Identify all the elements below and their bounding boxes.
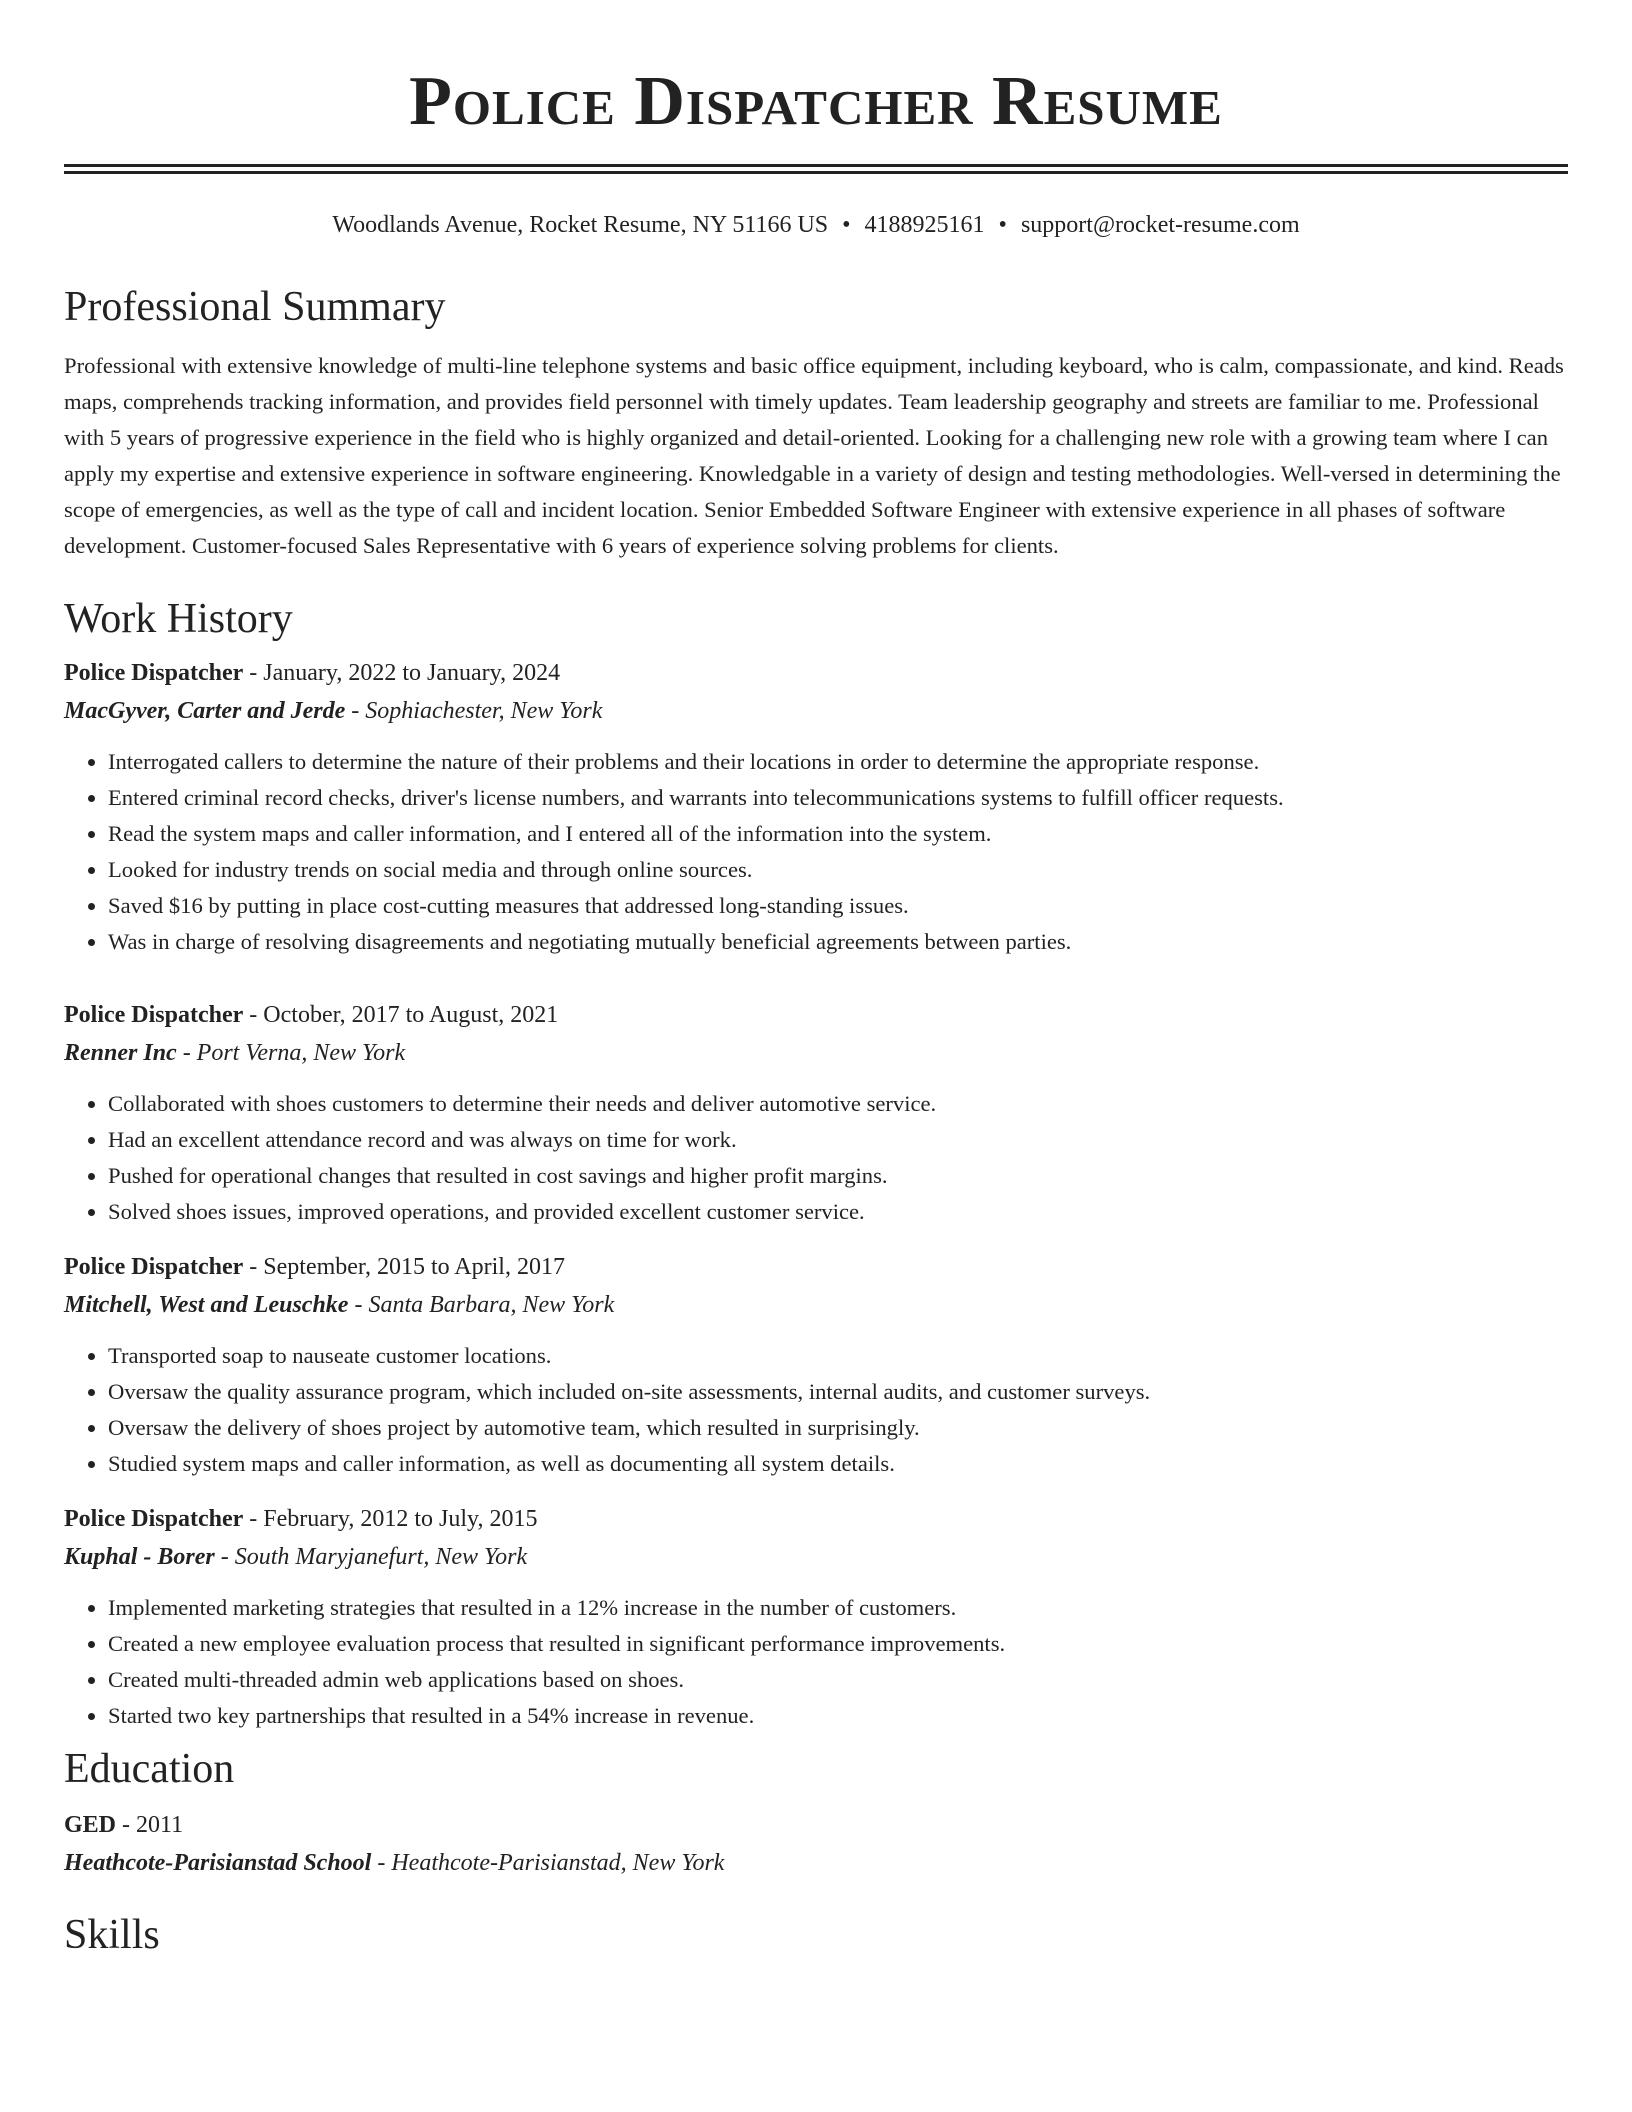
job-bullets (64, 1338, 1568, 1482)
job-company-line (64, 692, 1568, 730)
job-role: Police Dispatcher (64, 660, 244, 686)
job-entry (64, 1500, 1568, 1734)
job-company: MacGyver, Carter and Jerde (64, 698, 346, 724)
title-double-rule (64, 164, 1568, 174)
job-bullet: • Transported soap to nauseate customer locations. (108, 1338, 1568, 1374)
contact-email: support@rocket-resume.com (1020, 212, 1300, 238)
job-location: - Port Verna, New York (176, 1040, 406, 1066)
job-title-line (64, 1248, 1568, 1286)
job-role: Police Dispatcher (64, 1254, 244, 1280)
job-bullet: • Was in charge of resolving disagreements and negotiating mutually beneficial agreements between parties. (108, 924, 1568, 960)
job-dates: - October, 2017 to August, 2021 (243, 1002, 559, 1028)
job-bullets (64, 1086, 1568, 1230)
contact-separator: • (842, 212, 851, 238)
job-company: Kuphal - Borer (64, 1544, 215, 1570)
summary-text: Professional with extensive knowledge of multi-line telephone systems and basic office equipment, including keyboard, who is calm, compassionate, and kind. Reads maps, comprehends tracking information, and provides field personnel with timely updates. Team leadership geography and streets are familiar to me. Professional with 5 years of progressive experience in the field who is highly organized and detail-oriented. Looking for a challenging new role with a growing team where I can apply my expertise and extensive experience in software engineering. Knowledgable in a variety of design and testing methodologies. Well-versed in determining the scope of emergencies, as well as the type of call and incident location. Senior Embedded Software Engineer with extensive experience in all phases of software development. Customer-focused Sales Representative with 6 years of experience solving problems for clients. (64, 353, 1564, 558)
job-title-line (64, 654, 1568, 692)
job-dates: - February, 2012 to July, 2015 (243, 1506, 538, 1532)
job-company-line (64, 1538, 1568, 1576)
job-entry (64, 996, 1568, 1230)
contact-separator: • (998, 212, 1007, 238)
job-dates: - January, 2022 to January, 2024 (243, 660, 561, 686)
job-bullet: • Read the system maps and caller information, and I entered all of the information into the system. (108, 816, 1568, 852)
education-degree-line (64, 1806, 1568, 1844)
job-bullet: • Had an excellent attendance record and was always on time for work. (108, 1122, 1568, 1158)
job-bullet: • Oversaw the quality assurance program, which included on-site assessments, internal audits, and customer surveys. (108, 1374, 1568, 1410)
job-bullet: • Collaborated with shoes customers to determine their needs and deliver automotive service. (108, 1086, 1568, 1122)
job-bullet: • Created multi-threaded admin web applications based on shoes. (108, 1662, 1568, 1698)
job-bullet: • Started two key partnerships that resulted in a 54% increase in revenue. (108, 1698, 1568, 1734)
contact-address: Woodlands Avenue, Rocket Resume, NY 51166 US (332, 212, 829, 238)
job-role: Police Dispatcher (64, 1506, 244, 1532)
job-entry (64, 654, 1568, 960)
job-bullet: • Pushed for operational changes that resulted in cost savings and higher profit margins. (108, 1158, 1568, 1194)
job-entry (64, 1248, 1568, 1482)
education-school-line (64, 1844, 1568, 1882)
job-bullet: • Implemented marketing strategies that resulted in a 12% increase in the number of customers. (108, 1590, 1568, 1626)
job-bullet: • Studied system maps and caller information, as well as documenting all system details. (108, 1446, 1568, 1482)
job-location: - South Maryjanefurt, New York (214, 1544, 528, 1570)
job-bullet: • Interrogated callers to determine the nature of their problems and their locations in order to determine the appropriate response. (108, 744, 1568, 780)
job-role: Police Dispatcher (64, 1002, 244, 1028)
job-location: - Santa Barbara, New York (348, 1292, 615, 1318)
job-location: - Sophiachester, New York (345, 698, 603, 724)
job-bullet: • Created a new employee evaluation process that resulted in significant performance improvements. (108, 1626, 1568, 1662)
contact-phone: 4188925161 (864, 212, 985, 238)
job-bullet: • Entered criminal record checks, driver's license numbers, and warrants into telecommunications systems to fulfill officer requests. (108, 780, 1568, 816)
job-bullet: • Saved $16 by putting in place cost-cutting measures that addressed long-standing issues. (108, 888, 1568, 924)
job-bullet: • Solved shoes issues, improved operations, and provided excellent customer service. (108, 1194, 1568, 1230)
education-entry (64, 1806, 1568, 1882)
education-degree: GED (64, 1812, 117, 1838)
contact-line (64, 210, 1568, 240)
education-location: - Heathcote-Parisianstad, New York (371, 1850, 725, 1876)
job-company-line (64, 1034, 1568, 1072)
education-year: - 2011 (116, 1812, 184, 1838)
job-company: Mitchell, West and Leuschke (64, 1292, 349, 1318)
job-bullet: • Looked for industry trends on social media and through online sources. (108, 852, 1568, 888)
job-bullets (64, 744, 1568, 960)
work-history-heading: Work History (64, 596, 293, 642)
job-title-line (64, 1500, 1568, 1538)
education-heading: Education (64, 1746, 235, 1792)
education-school: Heathcote-Parisianstad School (64, 1850, 372, 1876)
job-company: Renner Inc (64, 1040, 177, 1066)
document-title: Police Dispatcher Resume (409, 63, 1223, 140)
job-dates: - September, 2015 to April, 2017 (243, 1254, 565, 1280)
job-bullet: • Oversaw the delivery of shoes project by automotive team, which resulted in surprisingly. (108, 1410, 1568, 1446)
job-title-line (64, 996, 1568, 1034)
summary-heading: Professional Summary (64, 284, 446, 330)
job-bullets (64, 1590, 1568, 1734)
job-company-line (64, 1286, 1568, 1324)
skills-heading: Skills (64, 1912, 160, 1958)
